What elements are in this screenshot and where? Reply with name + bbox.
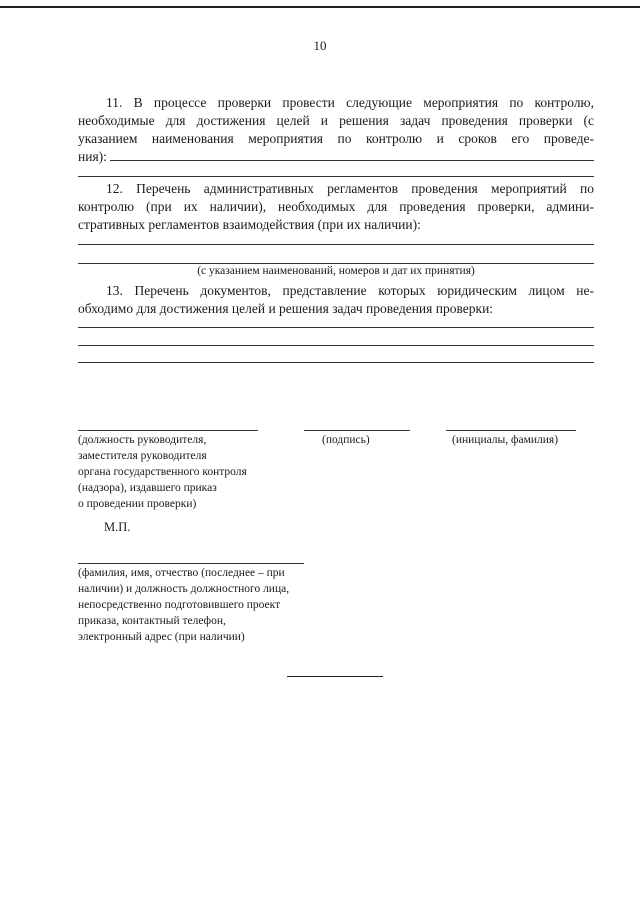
item-12-line: 12. Перечень административных регламентов проведения мероприятий по bbox=[106, 181, 594, 196]
top-border-rule bbox=[0, 6, 640, 8]
position-signature-line bbox=[78, 430, 258, 431]
item-13-line: обходимо для достижения целей и решения задач проведения проверки: bbox=[78, 301, 494, 316]
fill-in-line bbox=[78, 327, 594, 328]
fill-in-line bbox=[78, 176, 594, 177]
fill-in-line bbox=[78, 362, 594, 363]
name-label: (инициалы, фамилия) bbox=[452, 434, 559, 446]
end-of-document-rule bbox=[287, 676, 383, 677]
preparer-line bbox=[78, 563, 304, 564]
item-11-line: указанием наименования мероприятия по контролю и сроков его проведе- bbox=[78, 131, 594, 146]
preparer-label: (фамилия, имя, отчество (последнее – при наличии) и должность должностного лица, непосредственно подготовившего проект приказа, контактный телефон, электронный адрес (при наличии) bbox=[78, 567, 290, 643]
fill-in-line bbox=[78, 263, 594, 264]
item-12-paragraph bbox=[78, 180, 594, 234]
item-11-paragraph bbox=[78, 94, 594, 166]
fill-in-line bbox=[110, 160, 594, 161]
item-12-line: стративных регламентов взаимодействия (при их наличии): bbox=[78, 217, 421, 232]
position-label: (должность руководителя, заместителя руководителя органа государственного контроля (надзора), издавшего приказ о проведении проверки) bbox=[78, 434, 247, 510]
item-11-line: 11. В процессе проверки провести следующие мероприятия по контролю, bbox=[106, 95, 594, 110]
item-11-line: необходимые для достижения целей и решения задач проведения проверки (с bbox=[78, 113, 594, 128]
item-12-line: контролю (при их наличии), необходимых для проведения проверки, админи- bbox=[78, 199, 594, 214]
item-11-line: ния): bbox=[78, 149, 107, 164]
page-number: 10 bbox=[313, 38, 327, 53]
signature-line bbox=[304, 430, 410, 431]
item-12-caption: (с указанием наименований, номеров и дат их принятия) bbox=[197, 265, 475, 277]
signature-label: (подпись) bbox=[322, 434, 370, 446]
seal-label: М.П. bbox=[104, 520, 131, 534]
fill-in-line bbox=[78, 244, 594, 245]
item-13-line: 13. Перечень документов, представление которых юридическим лицом не- bbox=[106, 283, 594, 298]
name-signature-line bbox=[446, 430, 576, 431]
fill-in-line bbox=[78, 345, 594, 346]
item-13-paragraph bbox=[78, 282, 594, 318]
